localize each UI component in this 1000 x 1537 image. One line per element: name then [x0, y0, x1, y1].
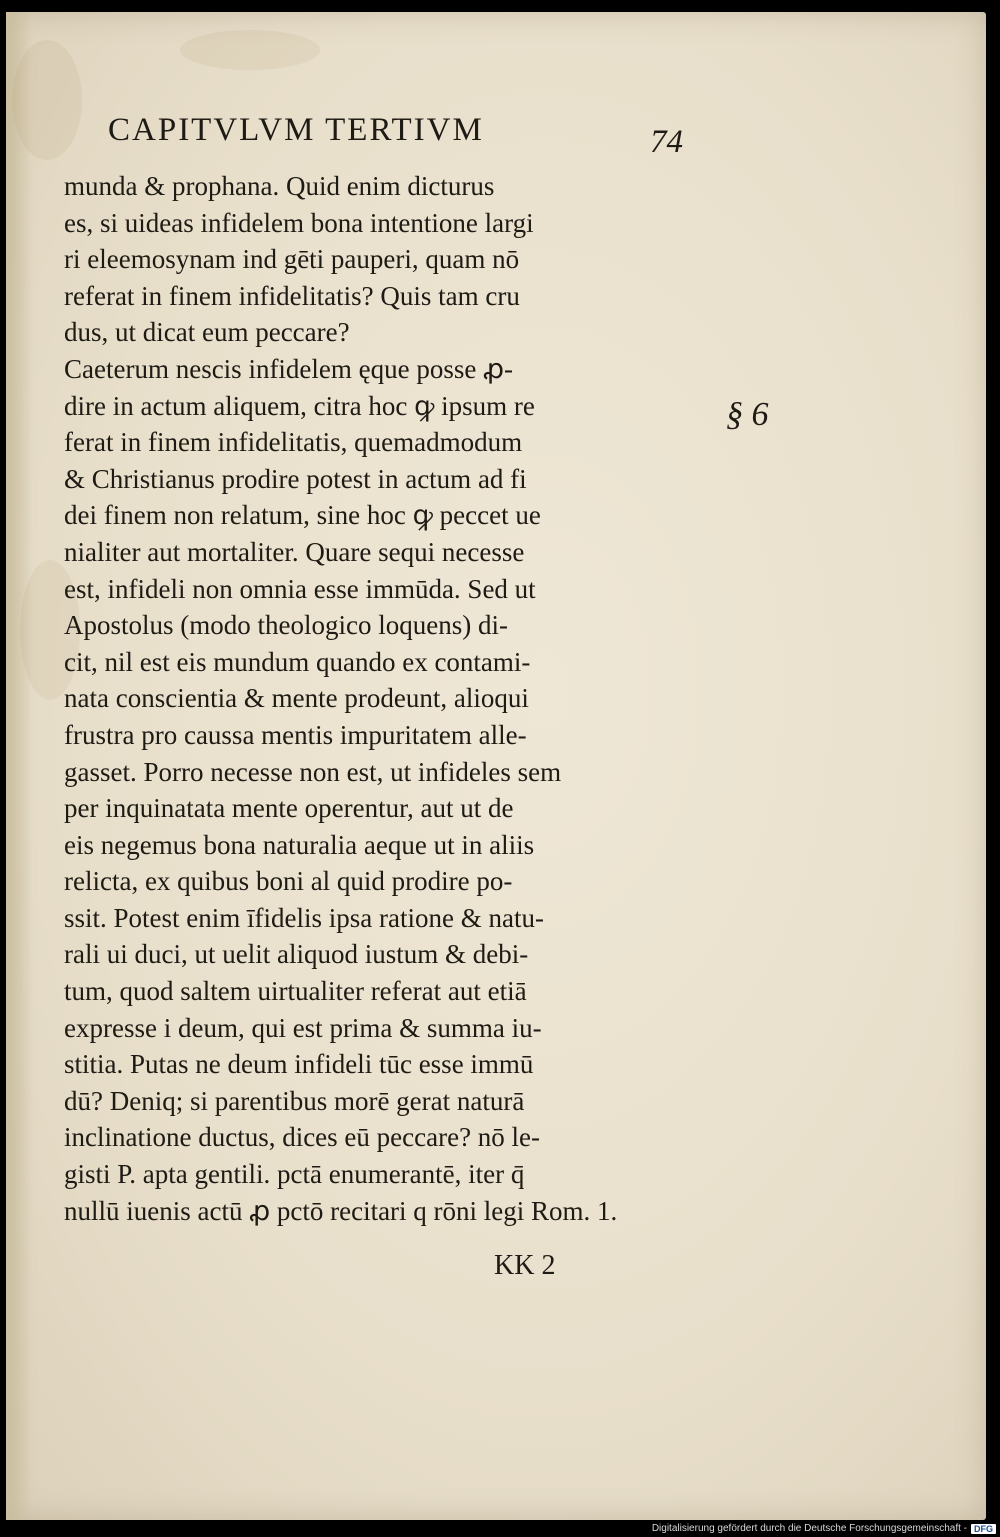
dfg-logo: DFG — [971, 1524, 996, 1534]
text-line: stitia. Putas ne deum infideli tūc esse immū — [64, 1049, 534, 1080]
body-text — [64, 168, 704, 1229]
text-line: munda & prophana. Quid enim dicturus — [64, 171, 495, 201]
text-line: nullū iuenis actū ꝓ pctō recitari q rōni legi Rom. 1. — [64, 1195, 618, 1226]
text-line: dū? Deniq; si parentibus morē gerat naturā — [64, 1085, 525, 1116]
text-line: ri eleemosynam ind gēti pauperi, quam nō — [64, 244, 520, 275]
text-line: referat in finem infidelitatis? Quis tam cru — [64, 280, 520, 311]
text-line: Apostolus (modo theologico loquens) di- — [64, 610, 508, 641]
text-line: rali ui duci, ut uelit aliquod iustum & debi- — [64, 939, 529, 970]
text-line: & Christianus prodire potest in actum ad fi — [64, 463, 527, 494]
text-line: Caeterum nescis infidelem ęque posse ꝓ- — [64, 353, 514, 384]
text-line: inclinatione ductus, dices eū peccare? nō le- — [64, 1122, 541, 1153]
text-line: nata conscientia & mente prodeunt, alioqui — [64, 683, 529, 714]
text-line: est, infideli non omnia esse immūda. Sed ut — [64, 573, 536, 604]
text-line: eis negemus bona naturalia aeque ut in aliis — [64, 829, 535, 860]
paper-stain — [12, 40, 82, 160]
text-line: expresse i deum, qui est prima & summa iu- — [64, 1012, 542, 1043]
text-line: cit, nil est eis mundum quando ex contami- — [64, 646, 531, 677]
folio-number: 74 — [650, 124, 683, 160]
text-line: per inquinatata mente operentur, aut ut de — [64, 793, 514, 824]
text-line: dire in actum aliquem, citra hoc ꝙ ipsum re — [64, 390, 535, 421]
text-line: dus, ut dicat eum peccare? — [64, 317, 350, 348]
text-line: tum, quod saltem uirtualiter referat aut etiā — [64, 976, 527, 1007]
text-line: frustra pro caussa mentis impuritatem alle- — [64, 719, 527, 750]
text-line: dei finem non relatum, sine hoc ꝙ peccet ue — [64, 500, 541, 531]
page-gutter-shadow — [6, 12, 32, 1520]
text-line: nialiter aut mortaliter. Quare sequi necesse — [64, 536, 525, 567]
text-line: ssit. Potest enim īfidelis ipsa ratione & natu- — [64, 902, 544, 933]
paper-stain — [180, 30, 320, 70]
digitization-credit — [652, 1523, 996, 1534]
margin-note: § 6 — [726, 396, 769, 433]
running-title: CAPITVLVM TERTIVM — [108, 112, 484, 148]
text-line: relicta, ex quibus boni al quid prodire po- — [64, 866, 513, 897]
catchword-signature: KK 2 — [494, 1250, 556, 1281]
text-line: gasset. Porro necesse non est, ut infideles sem — [64, 756, 562, 787]
text-line: ferat in finem infidelitatis, quemadmodum — [64, 427, 523, 458]
text-line: es, si uideas infidelem bona intentione largi — [64, 207, 534, 238]
text-line: gisti P. apta gentili. pctā enumerantē, iter q̄ — [64, 1159, 525, 1190]
credit-text: Digitalisierung gefördert durch die Deutsche Forschungsgemeinschaft - — [651, 1523, 967, 1534]
